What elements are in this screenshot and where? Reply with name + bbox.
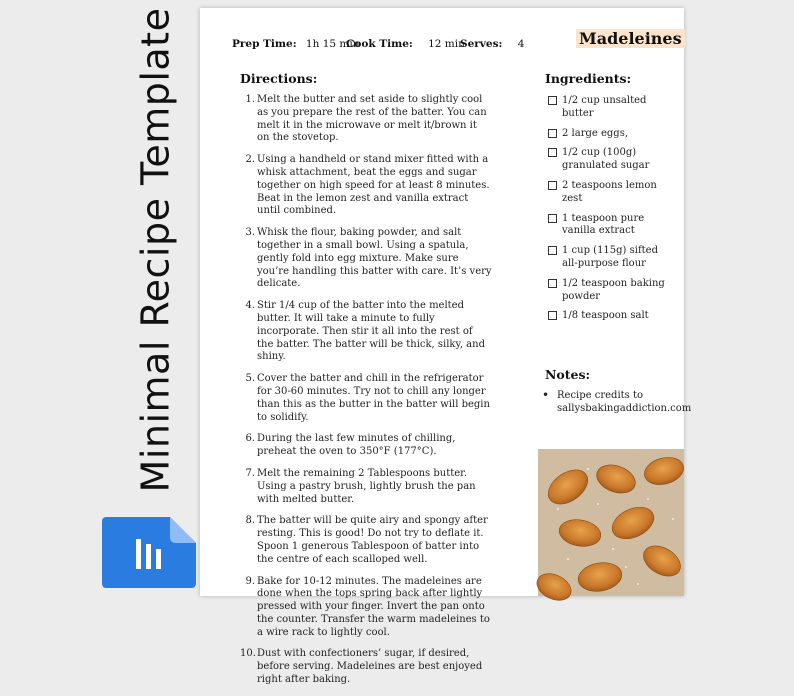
ingredient-item — [548, 310, 668, 323]
recipe-page — [200, 8, 692, 686]
direction-step — [245, 94, 492, 145]
ingredient-text: 1 teaspoon pure vanilla extract — [562, 212, 645, 237]
step-number: 9. — [245, 575, 255, 587]
checkbox[interactable] — [548, 214, 557, 223]
step-number: 4. — [245, 300, 255, 312]
step-number: 3. — [245, 227, 255, 239]
checkbox[interactable] — [548, 311, 557, 320]
step-text: Using a handheld or stand mixer fitted with a whisk attachment, beat the eggs and sugar together on high speed for at least 8 minutes. Beat in the lemon zest and vanilla extract until combined. — [257, 154, 490, 217]
serves-label: Serves: — [460, 38, 503, 50]
ingredient-text: 1/8 teaspoon salt — [562, 310, 649, 322]
ingredient-text: 1/2 teaspoon baking powder — [562, 277, 665, 302]
step-number: 7. — [245, 467, 255, 479]
direction-step — [245, 515, 492, 566]
step-number: 5. — [245, 373, 255, 385]
step-text: Dust with confectioners’ sugar, if desired, before serving. Madeleines are best enjoyed right after baking. — [257, 648, 483, 686]
step-text: Stir 1/4 cup of the batter into the melted butter. It will take a minute to fully incorporate. Then stir it all into the rest of the batter. The batter will be thick, silky, and shiny. — [257, 300, 485, 363]
cook-time-label: Cook Time: — [346, 38, 413, 50]
side-title-text: Minimal Recipe Template — [133, 7, 177, 493]
step-text: The batter will be quite airy and spongy after resting. This is good! Do not try to deflate it. Spoon 1 generous Tablespoon of batter into the centre of each scalloped well. — [257, 515, 488, 565]
step-number: 8. — [245, 515, 255, 527]
ingredient-item — [548, 147, 668, 173]
ingredients-list — [548, 95, 668, 330]
cook-time-value: 12 min — [428, 38, 465, 50]
ingredient-text: 1 cup (115g) sifted all-purpose flour — [562, 245, 659, 269]
notes-list — [542, 390, 692, 416]
direction-step — [245, 433, 492, 459]
google-docs-icon — [100, 515, 198, 590]
direction-step — [245, 300, 492, 364]
ingredient-item — [548, 245, 668, 271]
ingredient-item — [548, 180, 668, 206]
direction-step — [245, 575, 492, 640]
step-number: 1. — [245, 94, 255, 105]
step-number: 6. — [245, 433, 255, 445]
ingredient-item — [548, 213, 668, 239]
ingredient-item — [548, 128, 668, 141]
step-text: During the last few minutes of chilling, preheat the oven to 350°F (177°C). — [257, 433, 456, 458]
step-number: 2. — [245, 154, 255, 166]
serves-value: 4 — [517, 38, 525, 50]
ingredient-item — [548, 278, 668, 304]
prep-time-label: Prep Time: — [232, 38, 297, 50]
ingredient-text: 2 large eggs, — [562, 127, 629, 139]
directions-heading: Directions: — [240, 71, 318, 86]
ingredient-text: 2 teaspoons lemon zest — [562, 179, 657, 204]
ingredients-heading: Ingredients: — [545, 71, 632, 86]
step-text: Melt the remaining 2 Tablespoons butter. Using a pastry brush, lightly brush the pan with melted butter. — [257, 467, 476, 505]
checkbox[interactable] — [548, 148, 557, 157]
step-number: 10. — [240, 648, 256, 660]
madeleines-photo — [538, 449, 684, 596]
checkbox[interactable] — [548, 279, 557, 288]
checkbox[interactable] — [548, 181, 557, 190]
direction-step — [245, 227, 492, 291]
ingredient-text: 1/2 cup unsalted butter — [562, 95, 647, 119]
checkbox[interactable] — [548, 96, 557, 105]
direction-step — [245, 154, 492, 218]
recipe-title: Madeleines — [576, 29, 685, 48]
prep-time — [232, 38, 359, 50]
direction-step — [245, 373, 492, 424]
step-text: Whisk the flour, baking powder, and salt together in a small bowl. Using a spatula, gently fold into egg mixture. Make sure you’re handling this batter with care. It’s very delicate. — [257, 227, 492, 290]
ingredient-item — [548, 95, 668, 121]
step-text: Bake for 10-12 minutes. The madeleines are done when the tops spring back after lightly pressed with your finger. Invert the pan onto the counter. Transfer the warm madeleines to a wire rack to lightly cool. — [257, 575, 490, 638]
direction-step — [245, 467, 492, 506]
directions-list — [240, 94, 492, 696]
cook-time — [346, 38, 465, 50]
ingredient-text: 1/2 cup (100g) granulated sugar — [562, 147, 650, 172]
step-text: Cover the batter and chill in the refrigerator for 30-60 minutes. Try not to chill any longer than this as the butter in the batter will begin to solidify. — [257, 373, 490, 423]
note-item: • Recipe credits to sallysbakingaddiction.com — [542, 390, 667, 416]
serves — [460, 38, 524, 50]
checkbox[interactable] — [548, 129, 557, 138]
direction-step — [240, 648, 492, 686]
checkbox[interactable] — [548, 246, 557, 255]
notes-heading: Notes: — [545, 367, 591, 382]
prep-time-value: 1h 15 min — [305, 38, 360, 50]
step-text: Melt the butter and set aside to slightly cool as you prepare the rest of the batter. You can melt it in the microwave or melt it/brown it on the stovetop. — [257, 94, 487, 144]
